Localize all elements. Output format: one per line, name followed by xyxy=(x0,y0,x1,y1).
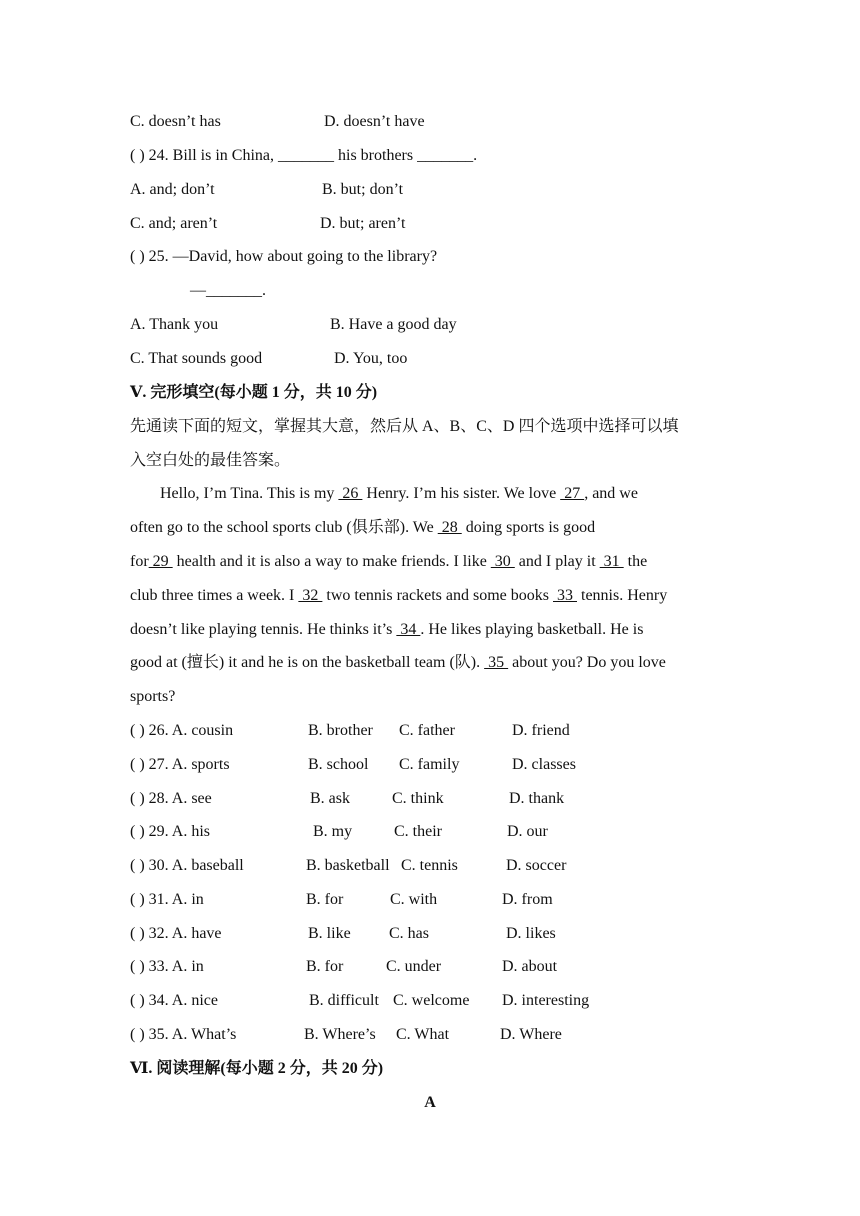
blank-33: 33 xyxy=(553,587,577,604)
blank-34: 34 xyxy=(396,621,421,638)
option-b: B. Have a good day xyxy=(330,316,457,333)
blank-28: 28 xyxy=(437,519,462,536)
question-24-stem: ( ) 24. Bill is in China, _______ his brothers _______. xyxy=(130,147,478,164)
passage-a-heading: A xyxy=(424,1094,436,1111)
passage-line: for 29 health and it is also a way to make friends. I like 30 and I play it 31 the xyxy=(130,553,648,570)
passage-line: doesn’t like playing tennis. He thinks it’s 34 . He likes playing basketball. He is xyxy=(130,621,644,638)
question-25-reply: —_______. xyxy=(190,282,266,299)
option-b: B. but; don’t xyxy=(322,181,404,198)
section-5-instructions-cont: 入空白处的最佳答案。 xyxy=(130,452,291,469)
blank-26: 26 xyxy=(338,485,363,502)
exam-page: C. doesn’t has D. doesn’t have ( ) 24. Bill is in China, _______ his brothers _______. A. and; don’t B. but; don’t C. and; aren’t D. but; aren’t ( ) 25. —David, how about going to the library? —_______. A. Thank you B. Have a good day C. That sounds good D. You, too Ⅴ. 完形填空(每小题 1 分，共 10 分) 先通读下面的短文，掌握其大意，然后从 A、B、C、D 四个选项中选择可以填 入空白处的最佳答案。 Hello, I’m Tina. This is my 26 Henry. I’m his sister. We love 27 , and we often go to the school sports club (俱乐部). We 28 doing sports is good for 29 health and it is also a way to make friends. I like 30 and I play it 31 the club three times a week. I 32 two tennis rackets and some books 33 tennis. Henry doesn’t like playing tennis. He thinks it’s 34 . He likes playing basketball. He is good at (擅长) it and he is on the basketball team (队). 35 about you? Do you love sports? ( ) 26. A. cousin B. brother C. father D. friend ( ) 27. A. sports B. school C. family D. classes ( ) 28. A. see B. ask C. think D. thank ( ) 29. A. his B. my C. their D. our ( ) 30. A. baseball B. basketball C. tennis D. soccer ( ) 31. A. in B. for C. with D. from ( ) 32. A. have B. like C. has D. likes ( ) 33. A. in B. for C. under D. about ( ) 34. A. nice B. difficult C. welcome D. interesting ( ) 35. A. What’s B. Where’s C. What D. Where Ⅵ. 阅读理解(每小题 2 分，共 20 分) A xyxy=(0,0,860,1216)
section-5-instructions: 先通读下面的短文，掌握其大意，然后从 A、B、C、D 四个选项中选择可以填 xyxy=(130,418,679,435)
option-a: A. Thank you xyxy=(130,316,219,333)
passage-line: good at (擅长) it and he is on the basketball team (队). 35 about you? Do you love xyxy=(130,654,666,671)
option-c: C. That sounds good xyxy=(130,350,263,367)
blank-29: 29 xyxy=(148,553,173,570)
passage-line: Hello, I’m Tina. This is my 26 Henry. I’m his sister. We love 27 , and we xyxy=(160,485,638,502)
section-6-title: Ⅵ. 阅读理解(每小题 2 分，共 20 分) xyxy=(130,1060,384,1077)
blank-31: 31 xyxy=(599,553,624,570)
blank-30: 30 xyxy=(490,553,515,570)
option-a: A. and; don’t xyxy=(130,181,215,198)
blank-32: 32 xyxy=(298,587,323,604)
option-c: C. and; aren’t xyxy=(130,215,218,232)
option-d: D. You, too xyxy=(334,350,408,367)
passage-line: club three times a week. I 32 two tennis rackets and some books 33 tennis. Henry xyxy=(130,587,668,604)
option-c: C. doesn’t has xyxy=(130,113,221,130)
blank-27: 27 xyxy=(560,485,585,502)
option-d: D. but; aren’t xyxy=(320,215,406,232)
option-d: D. doesn’t have xyxy=(324,113,425,130)
section-5-title: Ⅴ. 完形填空(每小题 1 分，共 10 分) xyxy=(130,384,378,401)
blank-35: 35 xyxy=(484,654,509,671)
passage-line: often go to the school sports club (俱乐部). We 28 doing sports is good xyxy=(130,519,596,536)
passage-line: sports? xyxy=(130,688,176,705)
question-25-stem: ( ) 25. —David, how about going to the library? xyxy=(130,248,438,265)
